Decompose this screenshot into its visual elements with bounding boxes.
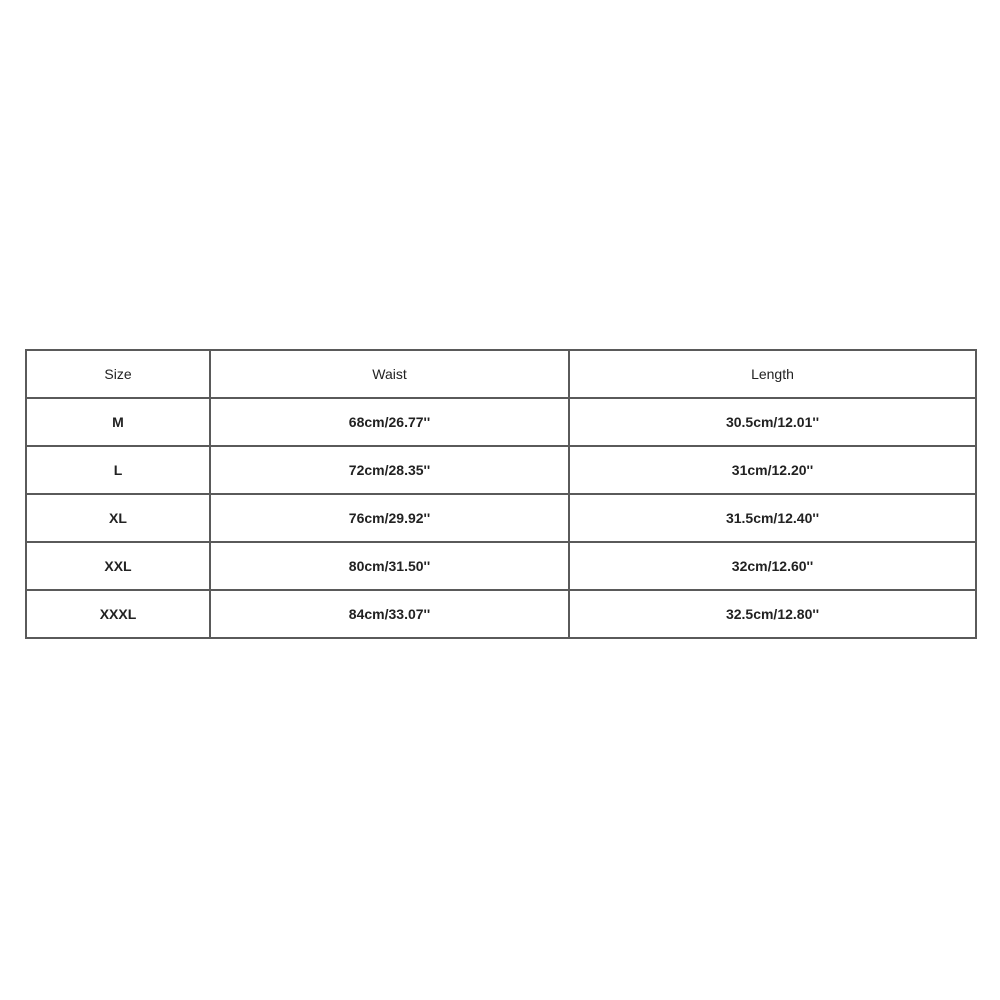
- waist-cell: 68cm/26.77'': [210, 398, 569, 446]
- size-cell: L: [26, 446, 210, 494]
- table-row: [26, 494, 976, 542]
- waist-cell: 80cm/31.50'': [210, 542, 569, 590]
- header-length: Length: [569, 350, 976, 398]
- length-cell: 31.5cm/12.40'': [569, 494, 976, 542]
- table-row: [26, 398, 976, 446]
- table-row: [26, 590, 976, 638]
- length-cell: 32.5cm/12.80'': [569, 590, 976, 638]
- table-row: [26, 446, 976, 494]
- table-header-row: [26, 350, 976, 398]
- size-cell: M: [26, 398, 210, 446]
- header-size: Size: [26, 350, 210, 398]
- size-cell: XXL: [26, 542, 210, 590]
- length-cell: 31cm/12.20'': [569, 446, 976, 494]
- waist-cell: 72cm/28.35'': [210, 446, 569, 494]
- table-row: [26, 542, 976, 590]
- waist-cell: 76cm/29.92'': [210, 494, 569, 542]
- header-waist: Waist: [210, 350, 569, 398]
- size-cell: XXXL: [26, 590, 210, 638]
- waist-cell: 84cm/33.07'': [210, 590, 569, 638]
- size-cell: XL: [26, 494, 210, 542]
- length-cell: 30.5cm/12.01'': [569, 398, 976, 446]
- size-chart-table: [25, 349, 977, 639]
- length-cell: 32cm/12.60'': [569, 542, 976, 590]
